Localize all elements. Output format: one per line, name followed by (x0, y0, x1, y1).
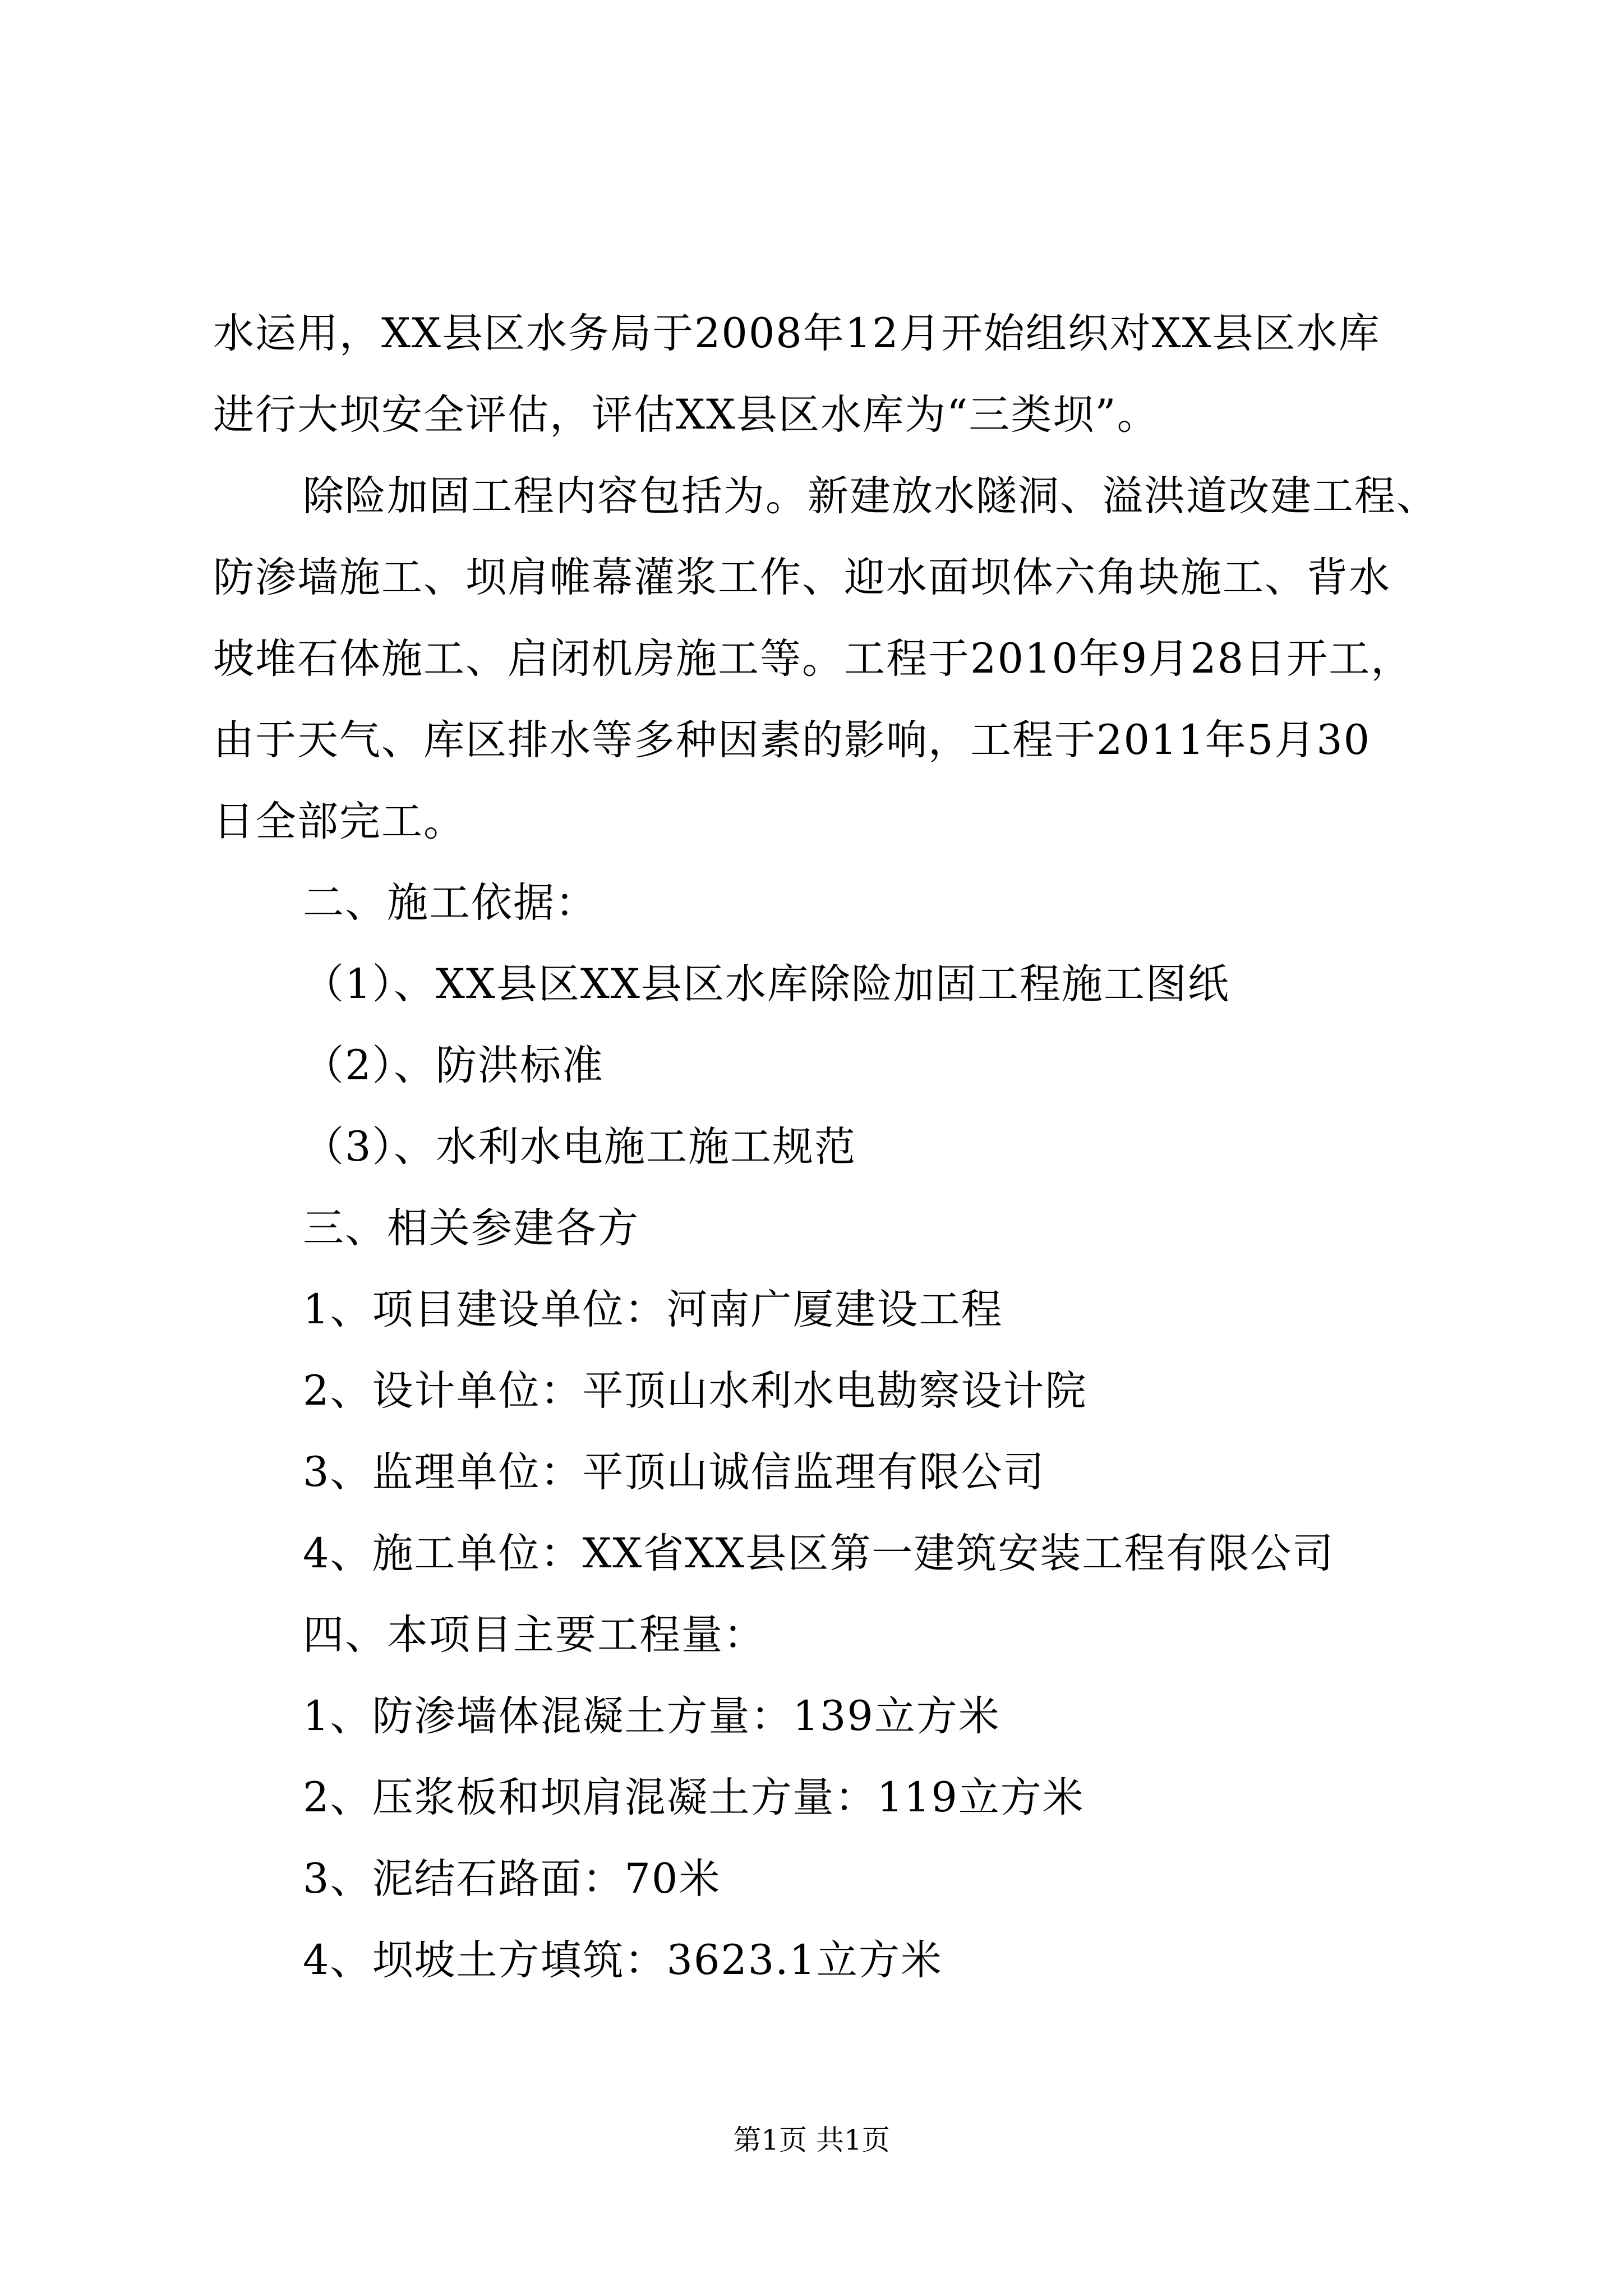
section2-item: （2）、防洪标准 (303, 1042, 604, 1089)
section2-item: （1）、XX县区XX县区水库除险加固工程施工图纸 (303, 960, 1230, 1008)
section2-heading: 二、施工依据： (303, 879, 597, 927)
section3-item: 2、设计单位：平顶山水利水电勘察设计院 (303, 1367, 1087, 1415)
section2-item: （3）、水利水电施工施工规范 (303, 1123, 856, 1171)
para2-line2: 防渗墙施工、坝肩帷幕灌浆工作、迎水面坝体六角块施工、背水 (213, 554, 1391, 601)
para2-line1: 除险加固工程内容包括为。新建放水隧洞、溢洪道改建工程、 (303, 472, 1438, 520)
section4-item: 4、坝坡土方填筑：3623.1立方米 (303, 1936, 943, 1984)
section3-heading: 三、相关参建各方 (303, 1204, 639, 1252)
section4-heading: 四、本项目主要工程量： (303, 1611, 766, 1659)
page-footer: 第1页 共1页 (733, 2124, 890, 2156)
section3-item: 3、监理单位：平顶山诚信监理有限公司 (303, 1448, 1045, 1496)
para2-line3: 坡堆石体施工、启闭机房施工等。工程于2010年9月28日开工， (213, 635, 1413, 683)
section3-item: 4、施工单位：XX省XX县区第一建筑安装工程有限公司 (303, 1530, 1335, 1577)
section4-item: 1、防渗墙体混凝土方量：139立方米 (303, 1692, 1000, 1740)
section3-item: 1、项目建设单位：河南广厦建设工程 (303, 1286, 1003, 1333)
para1-line2: 进行大坝安全评估，评估XX县区水库为“三类坝”。 (213, 391, 1159, 439)
para2-line5: 日全部完工。 (213, 798, 465, 845)
section4-item: 3、泥结石路面：70米 (303, 1855, 721, 1903)
para2-line4: 由于天气、库区排水等多种因素的影响，工程于2011年5月30 (213, 716, 1371, 764)
section4-item: 2、压浆板和坝肩混凝土方量：119立方米 (303, 1774, 1085, 1821)
para1-line1: 水运用，XX县区水务局于2008年12月开始组织对XX县区水库 (213, 310, 1381, 357)
